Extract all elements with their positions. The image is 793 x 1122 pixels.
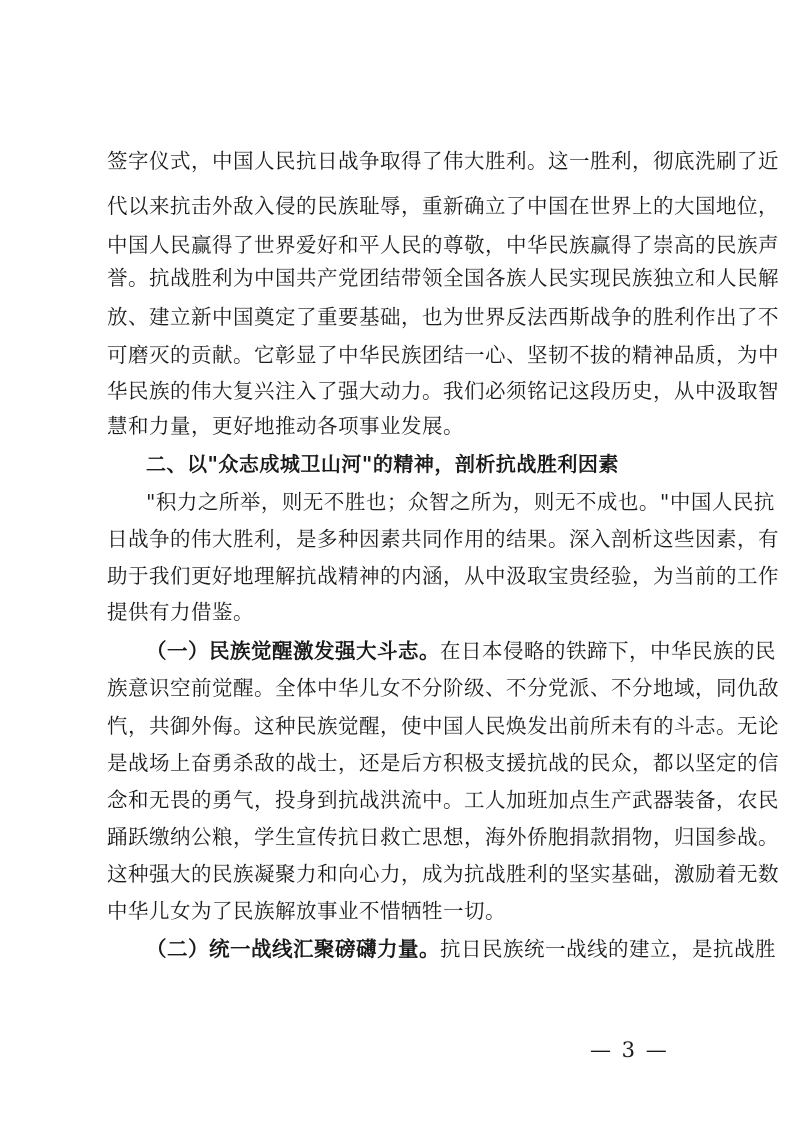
paragraph-line: 慧和力量，更好地推动各项事业发展。 <box>107 414 464 438</box>
paragraph-line: 放、建立新中国奠定了重要基础，也为世界反法西斯战争的胜利作出了不 <box>107 305 779 329</box>
subsection-text: 在日本侵略的铁蹄下，中华民族的民 <box>440 639 776 663</box>
paragraph-line: 中国人民赢得了世界爱好和平人民的尊敬，中华民族赢得了崇高的民族声 <box>107 233 779 257</box>
section-heading: 二、以"众志成城卫山河"的精神，剖析抗战胜利因素 <box>146 452 619 476</box>
paragraph-line: 念和无畏的勇气，投身到抗战洪流中。工人加班加点生产武器装备，农民 <box>107 788 779 812</box>
paragraph-line: 是战场上奋勇杀敌的战士，还是后方积极支援抗战的民众，都以坚定的信 <box>107 751 779 775</box>
subsection-title: （二）统一战线汇聚磅礴力量。 <box>146 937 440 961</box>
subsection-title: （一）民族觉醒激发强大斗志。 <box>146 639 440 663</box>
paragraph-line: 忾，共御外侮。这种民族觉醒，使中国人民焕发出前所未有的斗志。无论 <box>107 714 779 738</box>
paragraph-line: 提供有力借鉴。 <box>107 600 254 624</box>
paragraph-line: 族意识空前觉醒。全体中华儿女不分阶级、不分党派、不分地域，同仇敌 <box>107 676 779 700</box>
paragraph-line: 中华儿女为了民族解放事业不惜牺牲一切。 <box>107 899 506 923</box>
paragraph-line: 日战争的伟大胜利，是多种因素共同作用的结果。深入剖析这些因素，有 <box>107 527 779 551</box>
paragraph-line: 踊跃缴纳公粮，学生宣传抗日救亡思想，海外侨胞捐款捐物，归国参战。 <box>107 825 779 849</box>
paragraph-line: 誉。抗战胜利为中国共产党团结带领全国各族人民实现民族独立和人民解 <box>107 266 779 290</box>
paragraph-line: 助于我们更好地理解抗战精神的内涵，从中汲取宝贵经验，为当前的工作 <box>107 564 779 588</box>
paragraph-line: 这种强大的民族凝聚力和向心力，成为抗战胜利的坚实基础，激励着无数 <box>107 862 779 886</box>
subsection-first-line <box>146 931 776 967</box>
subsection-first-line <box>146 633 776 669</box>
subsection-text: 抗日民族统一战线的建立，是抗战胜 <box>440 937 776 961</box>
paragraph-line: 华民族的伟大复兴注入了强大动力。我们必须铭记这段历史，从中汲取智 <box>107 379 779 403</box>
paragraph-line: 代以来抗击外敌入侵的民族耻辱，重新确立了中国在世界上的大国地位， <box>107 194 779 218</box>
page-number: — 3 — <box>590 1038 669 1062</box>
paragraph-line: "积力之所举，则无不胜也；众智之所为，则无不成也。"中国人民抗 <box>146 490 775 514</box>
paragraph-line: 签字仪式，中国人民抗日战争取得了伟大胜利。这一胜利，彻底洗刷了近 <box>107 149 779 173</box>
paragraph-line: 可磨灭的贡献。它彰显了中华民族团结一心、坚韧不拔的精神品质，为中 <box>107 343 779 367</box>
